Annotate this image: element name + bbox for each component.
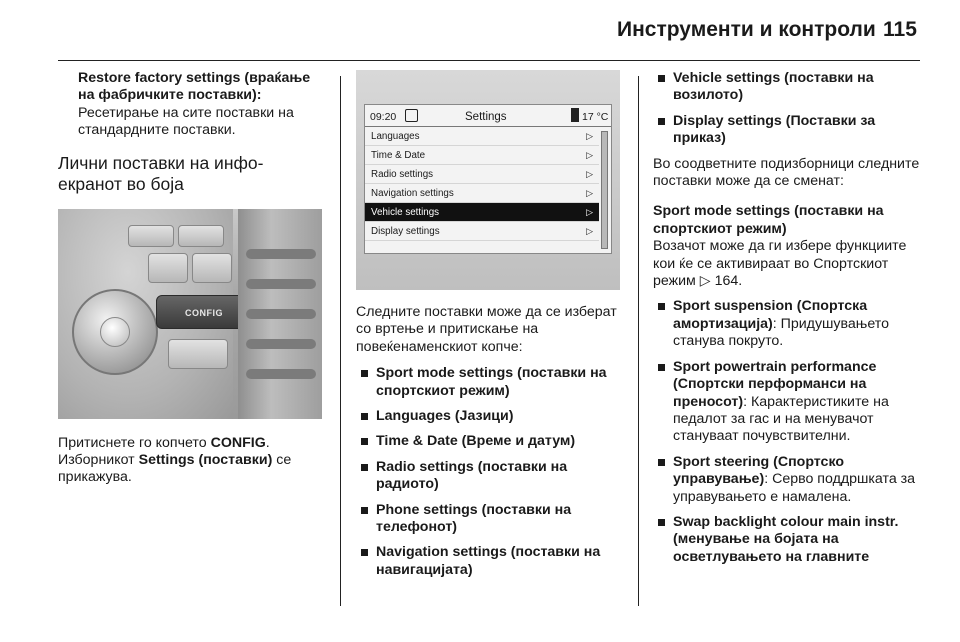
menu-item-label: Languages bbox=[371, 131, 420, 142]
restore-factory-label: Restore factory settings (враќање на фабричките поставки): bbox=[78, 70, 311, 104]
option-item bbox=[653, 454, 925, 506]
option-description: : Карактеристиките на педалот за гас и на менувачот стануваат почувствителни. bbox=[673, 393, 889, 445]
column-1 bbox=[58, 70, 326, 492]
submenu-intro-text: Во соодветните подизборници следните поставки може да се сменат: bbox=[653, 155, 920, 190]
column-divider-2 bbox=[638, 76, 639, 606]
clock-icon bbox=[405, 109, 418, 122]
menu-item bbox=[365, 146, 599, 165]
bullet-item: Sport mode settings (поставки на спортскиот режим) bbox=[356, 365, 626, 400]
settings-bullet-list-continued bbox=[653, 70, 925, 148]
menu-item bbox=[365, 184, 599, 203]
battery-icon bbox=[571, 108, 579, 122]
menu-item-label: Time & Date bbox=[371, 150, 426, 161]
column-divider-1 bbox=[340, 76, 341, 606]
menu-item bbox=[365, 222, 599, 241]
menu-item bbox=[365, 127, 599, 146]
sport-mode-options bbox=[653, 298, 925, 566]
bullet-item: Time & Date (Време и датум) bbox=[356, 433, 626, 450]
dashboard-photo bbox=[58, 209, 322, 419]
intro-text: Следните поставки може да се изберат со вртење и притискање на повеќенаменскиот копче: bbox=[356, 304, 617, 355]
config-button-image: CONFIG bbox=[156, 295, 252, 329]
option-item bbox=[653, 298, 925, 350]
option-description: : Придушувањето станува покруто. bbox=[673, 315, 889, 350]
option-name: Sport suspension (Спортска амортизација) bbox=[673, 298, 868, 332]
bullet-item: Phone settings (поставки на телефонот) bbox=[356, 502, 626, 537]
bullet-item: Vehicle settings (поставки на возилото) bbox=[653, 70, 925, 105]
page-header bbox=[0, 0, 960, 62]
settings-menu-list bbox=[365, 127, 611, 241]
menu-item-label: Display settings bbox=[371, 226, 440, 237]
header-divider bbox=[58, 60, 920, 61]
settings-bullet-list bbox=[356, 365, 626, 579]
chevron-right-icon: ▷ bbox=[586, 188, 593, 198]
section-heading: Лични поставки на инфо-екранот во боја bbox=[58, 152, 264, 194]
chevron-right-icon: ▷ bbox=[586, 226, 593, 236]
menu-item-label: Navigation settings bbox=[371, 188, 454, 199]
rotary-knob bbox=[72, 289, 158, 375]
option-description: : Серво поддршката за управувањето е намалена. bbox=[673, 471, 916, 505]
bullet-item: Display settings (Поставки за приказ) bbox=[653, 113, 925, 148]
screen-scrollbar bbox=[601, 131, 608, 249]
column-3 bbox=[653, 70, 925, 574]
column-2 bbox=[356, 70, 626, 587]
menu-item-label: Radio settings bbox=[371, 169, 434, 180]
header-title: Инструменти и контроли bbox=[617, 18, 876, 41]
page-ref-icon: ▷ bbox=[699, 273, 711, 290]
option-name: Sport steering (Спортско управување) bbox=[673, 453, 845, 488]
chevron-right-icon: ▷ bbox=[586, 169, 593, 179]
screen-time: 09:20 bbox=[370, 111, 397, 123]
chevron-right-icon: ▷ bbox=[586, 131, 593, 141]
screen-title: Settings bbox=[465, 111, 507, 123]
option-item bbox=[653, 359, 925, 446]
chevron-right-icon: ▷ bbox=[586, 150, 593, 160]
settings-screen-image bbox=[356, 70, 620, 290]
menu-item-label: Vehicle settings bbox=[371, 207, 440, 218]
restore-factory-text: Ресетирање на сите поставки на стандардните поставки. bbox=[78, 104, 294, 139]
bullet-item: Radio settings (поставки на радиото) bbox=[356, 459, 626, 494]
screen-header bbox=[365, 105, 611, 127]
menu-item bbox=[365, 165, 599, 184]
screen-temperature: 17 °C bbox=[582, 111, 609, 123]
bullet-item: Navigation settings (поставки на навигацијата) bbox=[356, 544, 626, 579]
press-config-text: Притиснете го копчето CONFIG. Изборникот Settings (поставки) се прикажува. bbox=[58, 434, 292, 486]
option-name: Sport powertrain performance (Спортски перформанси на преносот) bbox=[673, 358, 877, 410]
chevron-right-icon: ▷ bbox=[586, 207, 593, 217]
settings-screen bbox=[364, 104, 612, 254]
option-item bbox=[653, 514, 925, 566]
option-name: Swap backlight colour main instr. (менување на бојата на осветлувањето на главните bbox=[673, 513, 899, 565]
bullet-item: Languages (Јазици) bbox=[356, 408, 626, 425]
menu-item bbox=[365, 203, 599, 222]
page-number: 115 bbox=[883, 18, 917, 41]
sport-mode-text: Возачот може да ги избере функциите кои ќе се активираат во Спортскиот режим ▷ 164. bbox=[653, 238, 907, 290]
sport-mode-heading: Sport mode settings (поставки на спортскиот режим) bbox=[653, 203, 884, 237]
